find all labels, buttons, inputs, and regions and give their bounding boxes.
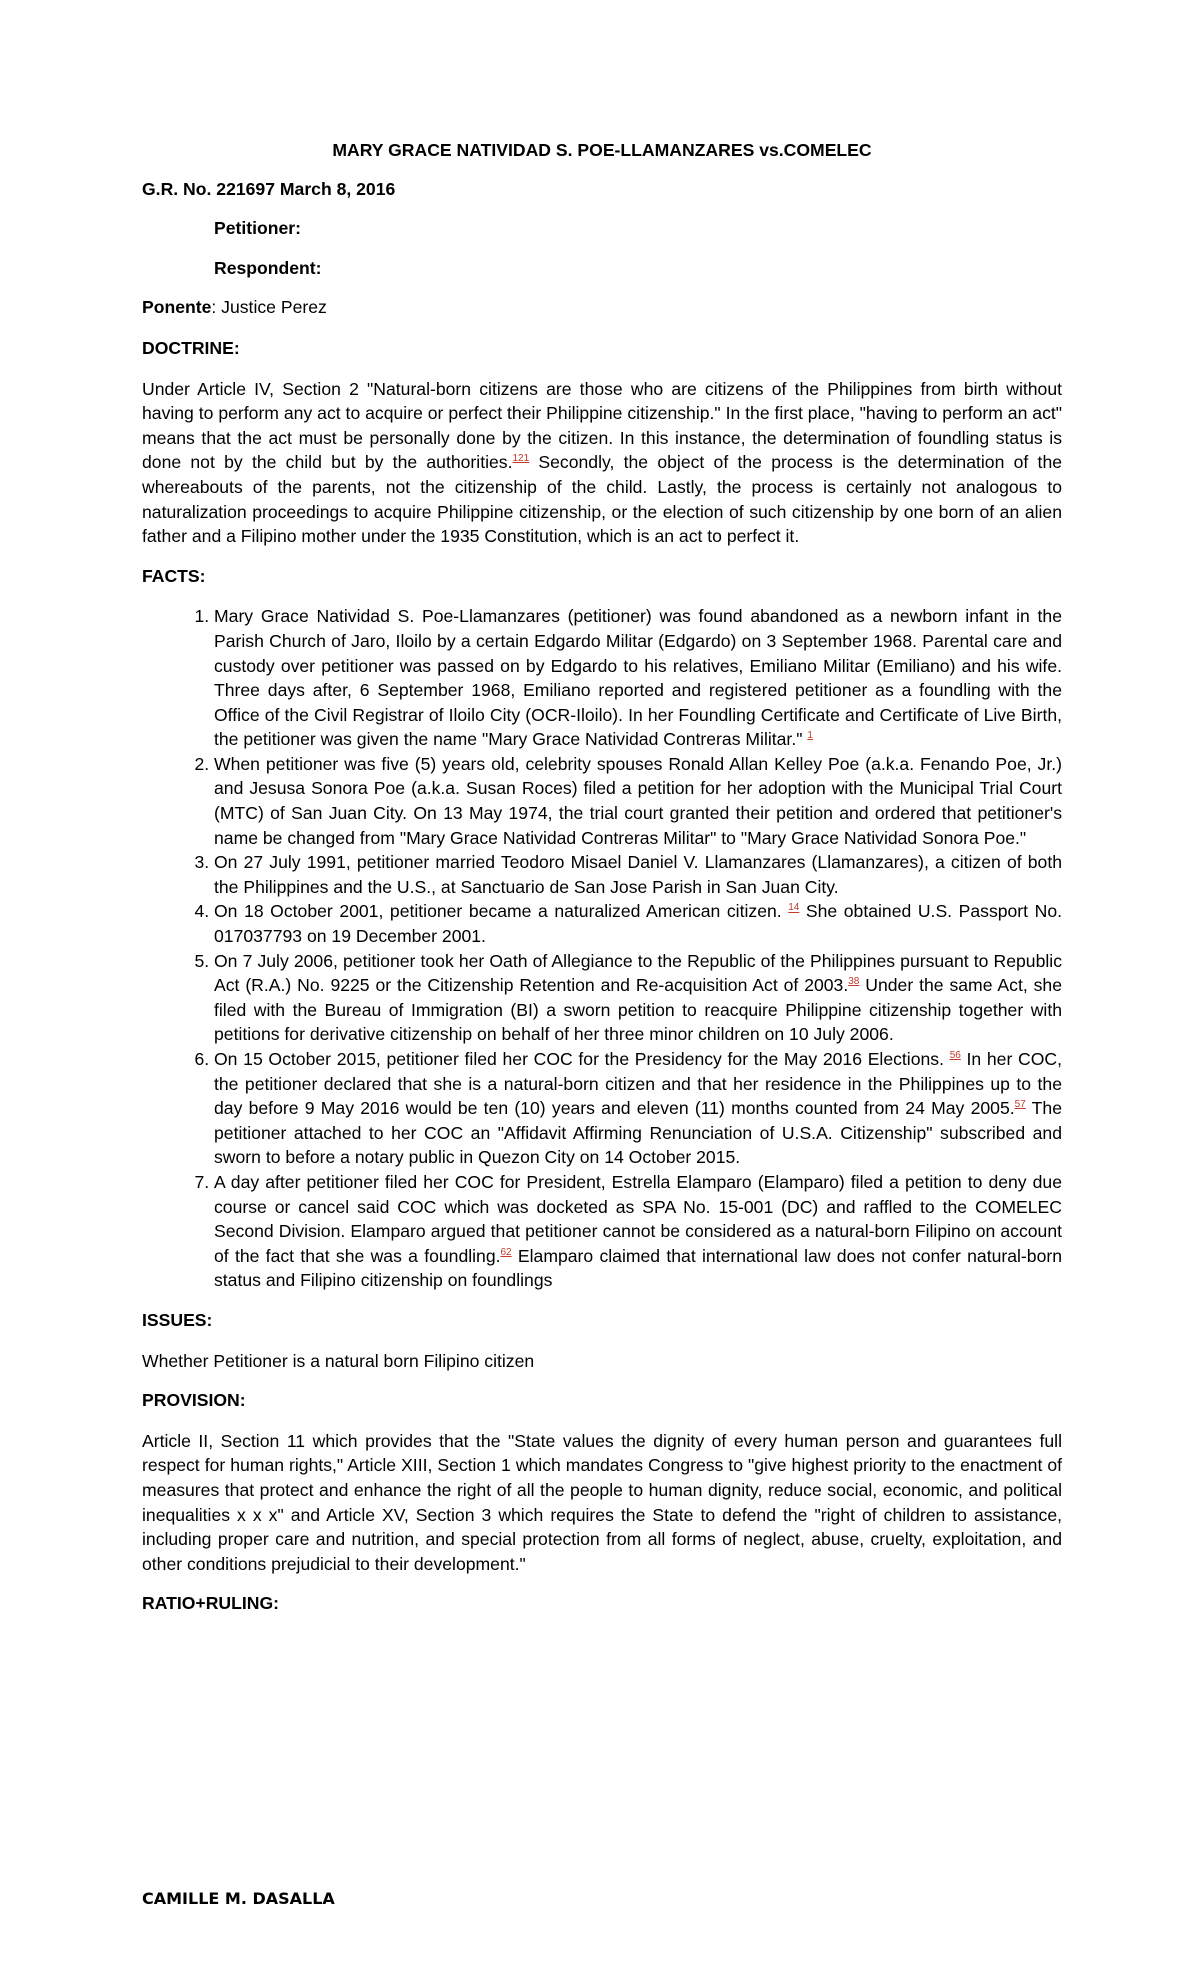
issues-heading: ISSUES:	[142, 1309, 213, 1330]
provision-text: Article II, Section 11 which provides that the "State values the dignity of every human person and guarantees full respect for human rights," Article XIII, Section 1 which mandates Congress to "give highest priority to the enactment of measures that protect and enhance the right of all the people to human dignity, reduce social, economic, and political inequalities x x x" and Article XV, Section 3 which requires the State to defend the "right of children to assistance, including proper care and nutrition, and special protection from all forms of neglect, abuse, cruelty, exploitation, and other conditions prejudicial to their development."	[142, 1430, 1062, 1574]
fact-3-text: On 27 July 1991, petitioner married Teodoro Misael Daniel V. Llamanzares (Llamanzares), a citizen of both the Philippines and the U.S., at Sanctuario de San Jose Parish in San Juan City.	[214, 852, 1062, 897]
document-body	[142, 138, 1062, 1632]
facts-heading: FACTS:	[142, 565, 206, 586]
footnote-link-1[interactable]: 1	[807, 730, 813, 742]
doctrine-text-b: Secondly, the object of the process is the determination of the whereabouts of the parents, not the citizenship of the child. Lastly, the process is certainly not analogous to naturalization proceedings to acquire Philippine citizenship, or the election of such citizenship by one born of an alien father and a Filipino mother under the 1935 Constitution, which is an act to perfect it.	[142, 452, 1063, 547]
fact-6-text-b: In her COC, the petitioner declared that she is a natural-born citizen and that her residence in the Philippines up to the day before 9 May 2016 would be ten (10) years and eleven (11) months counted from 24 May 2005.	[214, 1049, 1062, 1119]
ponente-label: Ponente	[142, 297, 212, 318]
footnote-link-14[interactable]: 14	[788, 902, 800, 914]
ponente-line	[142, 295, 1062, 320]
fact-7-text-a: A day after petitioner filed her COC for President, Estrella Elamparo (Elamparo) filed a petition to deny due course or cancel said COC which was docketed as SPA No. 15-001 (DC) and raffled to the COMELEC Second Division. Elamparo argued that petitioner cannot be considered as a natural-born Filipino on account of the fact that she was a foundling.	[214, 1171, 1062, 1266]
facts-list	[142, 604, 1062, 1293]
provision-heading: PROVISION:	[142, 1390, 246, 1411]
fact-4-text-b: She obtained U.S. Passport No. 017037793 on 19 December 2001.	[214, 901, 1063, 947]
doctrine-paragraph	[142, 377, 1062, 549]
ratio-ruling-heading: RATIO+RULING:	[142, 1593, 279, 1614]
fact-item-6	[214, 1047, 1062, 1170]
issues-text: Whether Petitioner is a natural born Filipino citizen	[142, 1350, 535, 1371]
fact-2-text: When petitioner was five (5) years old, celebrity spouses Ronald Allan Kelley Poe (a.k.a. Fenando Poe, Jr.) and Jesusa Sonora Poe (a.k.a. Susan Roces) filed a petition for her adoption with the Municipal Trial Court (MTC) of San Juan City. On 13 May 1974, the trial court granted their petition and ordered that petitioner's name be changed from "Mary Grace Natividad Contreras Militar" to "Mary Grace Natividad Sonora Poe."	[214, 753, 1062, 848]
fact-item-3	[214, 850, 1062, 899]
gr-number: G.R. No. 221697 March 8, 2016	[142, 178, 396, 199]
ponente-value: : Justice Perez	[211, 297, 327, 318]
fact-item-2	[214, 752, 1062, 850]
doctrine-heading: DOCTRINE:	[142, 337, 240, 358]
fact-item-7	[214, 1170, 1062, 1293]
footnote-link-38[interactable]: 38	[848, 976, 860, 988]
fact-item-1	[214, 604, 1062, 752]
footnote-link-57[interactable]: 57	[1014, 1099, 1026, 1111]
footnote-link-62[interactable]: 62	[500, 1246, 512, 1258]
petitioner-label: Petitioner:	[214, 218, 301, 239]
doctrine-text-a: Under Article IV, Section 2 "Natural-born citizens are those who are citizens of the Philippines from birth without having to perform any act to acquire or perfect their Philippine citizenship." In the first place, "having to perform an act" means that the act must be personally done by the citizen. In this instance, the determination of foundling status is done not by the child but by the authorities.	[142, 378, 1062, 473]
fact-item-5	[214, 949, 1062, 1047]
fact-6-text-c: The petitioner attached to her COC an "Affidavit Affirming Renunciation of U.S.A. Citizenship" subscribed and sworn to before a notary public in Quezon City on 14 October 2015.	[214, 1098, 1062, 1168]
fact-4-text-a: On 18 October 2001, petitioner became a naturalized American citizen.	[214, 901, 789, 922]
fact-5-text-a: On 7 July 2006, petitioner took her Oath of Allegiance to the Republic of the Philippines pursuant to Republic Act (R.A.) No. 9225 or the Citizenship Retention and Re-acquisition Act of 2003.	[214, 950, 1062, 996]
footnote-link-56[interactable]: 56	[949, 1050, 961, 1062]
respondent-label: Respondent:	[214, 257, 322, 278]
fact-5-text-b: Under the same Act, she filed with the Bureau of Immigration (BI) a sworn petition to reacquire Philippine citizenship together with petitions for derivative citizenship on behalf of her three minor children on 10 July 2006.	[214, 975, 1063, 1045]
fact-item-4	[214, 899, 1062, 948]
fact-6-text-a: On 15 October 2015, petitioner filed her COC for the Presidency for the May 2016 Elections.	[214, 1049, 950, 1069]
fact-1-text: Mary Grace Natividad S. Poe-Llamanzares (petitioner) was found abandoned as a newborn infant in the Parish Church of Jaro, Iloilo by a certain Edgardo Militar (Edgardo) on 3 September 1968. Parental care and custody over petitioner was passed on by Edgardo to his relatives, Emiliano Militar (Emiliano) and his wife. Three days after, 6 September 1968, Emiliano reported and registered petitioner as a foundling with the Office of the Civil Registrar of Iloilo City (OCR-Iloilo). In her Foundling Certificate and Certificate of Live Birth, the petitioner was given the name "Mary Grace Natividad Contreras Militar."	[214, 606, 1062, 750]
footnote-link-121[interactable]: 121	[512, 453, 530, 465]
footer-author: CAMILLE M. DASALLA	[142, 1889, 335, 1908]
case-title: MARY GRACE NATIVIDAD S. POE-LLAMANZARES vs.COMELEC	[332, 140, 872, 160]
fact-7-text-b: Elamparo claimed that international law does not confer natural-born status and Filipino citizenship on foundlings	[214, 1245, 1062, 1291]
